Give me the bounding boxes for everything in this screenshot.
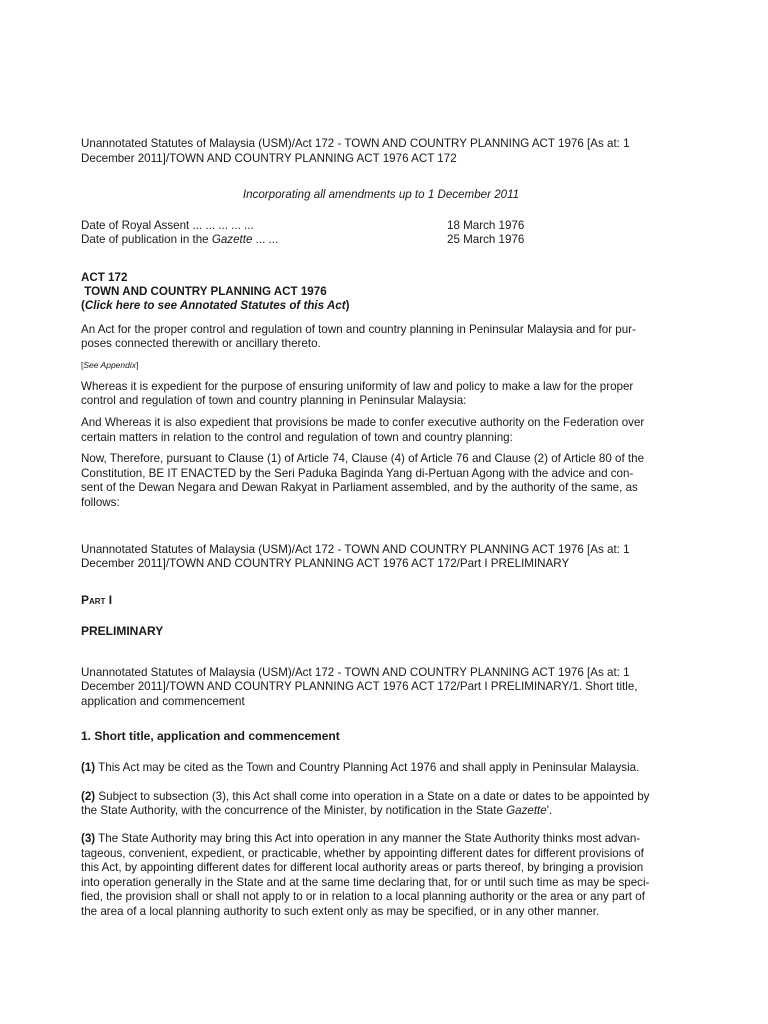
header-line: Unannotated Statutes of Malaysia (USM)/Act 172 - TOWN AND COUNTRY PLANNING ACT 1976 [As at: 1: [81, 137, 630, 150]
usm-header-2: [81, 543, 681, 572]
subsection-3: [81, 832, 681, 920]
act-number: ACT 172: [81, 270, 128, 284]
incorporating-note: Incorporating all amendments up to 1 December 2011: [242, 188, 520, 202]
usm-header-3: [81, 666, 681, 710]
long-title-line: An Act for the proper control and regulation of town and country planning in Peninsular Malaysia and for pur-: [81, 322, 636, 336]
publication-value: 25 March 1976: [447, 233, 525, 247]
subsection-1: [81, 761, 681, 776]
bracket-open: [: [81, 359, 84, 370]
subsection-number: (2): [81, 789, 96, 803]
header-line: Unannotated Statutes of Malaysia (USM)/Act 172 - TOWN AND COUNTRY PLANNING ACT 1976 [As at: 1: [81, 665, 630, 679]
act-heading: [81, 271, 681, 314]
subsection-text: '.: [546, 804, 553, 818]
subsection-text: the State Authority, with the concurrence of the Minister, by notification in the State: [81, 804, 507, 818]
subsection-line: fied, the provision shall or shall not apply to or in relation to a local planning authority or the area or any part of: [81, 890, 645, 904]
enacting-paragraph: [81, 452, 681, 510]
annotated-link-line: [81, 299, 681, 313]
subsection-line: tageous, convenient, expedient, or practicable, whether by appointing different dates for different provisions of: [81, 846, 644, 860]
subsection-line: [81, 832, 681, 847]
royal-assent-value: 18 March 1976: [447, 218, 525, 232]
whereas-paragraph-1: [81, 380, 681, 409]
header-line: December 2011]/TOWN AND COUNTRY PLANNING ACT 1976 ACT 172/Part I PRELIMINARY/1. Short title,: [81, 680, 638, 694]
subsection-line: the area of a local planning authority to such extent only as may be specified, or in any other manner.: [81, 905, 600, 919]
paren-open: (: [81, 299, 85, 313]
whereas-line: Whereas it is expedient for the purpose of ensuring uniformity of law and policy to make a law for the proper: [81, 379, 634, 393]
subsection-number: (1): [81, 761, 96, 775]
subsection-number: (3): [81, 832, 96, 846]
long-title-line: poses connected therewith or ancillary thereto.: [81, 337, 321, 351]
preliminary-heading: PRELIMINARY: [81, 624, 164, 639]
whereas-line: And Whereas it is also expedient that provisions be made to confer executive authority on the Federation over: [81, 415, 645, 429]
royal-assent-row: [81, 219, 681, 234]
enacting-line: follows:: [81, 495, 120, 509]
publication-label-prefix: Date of publication in the: [81, 233, 212, 247]
subsection-line: [81, 804, 681, 819]
document-body: [81, 137, 681, 920]
whereas-paragraph-2: [81, 416, 681, 445]
enacting-line: sent of the Dewan Negara and Dewan Rakyat in Parliament assembled, and by the authority of the same, as: [81, 481, 638, 495]
section-1-title: 1. Short title, application and commencement: [81, 728, 340, 743]
header-line: December 2011]/TOWN AND COUNTRY PLANNING ACT 1976 ACT 172: [81, 151, 457, 165]
publication-label-gazette: Gazette: [211, 233, 253, 247]
usm-header-1: [81, 137, 681, 166]
subsection-line: this Act, by appointing different dates for different local authority areas or parts thereof, by bringing a provision: [81, 861, 644, 875]
bracket-close: ]: [136, 359, 139, 370]
publication-label: [81, 233, 447, 248]
whereas-line: certain matters in relation to the control and regulation of town and country planning:: [81, 430, 513, 444]
see-appendix-link[interactable]: See Appendix: [83, 359, 136, 370]
header-line: December 2011]/TOWN AND COUNTRY PLANNING ACT 1976 ACT 172/Part I PRELIMINARY: [81, 557, 570, 571]
part-heading: Part I: [81, 592, 113, 607]
publication-row: [81, 233, 681, 248]
enacting-line: Constitution, BE IT ENACTED by the Seri Paduka Baginda Yang di-Pertuan Agong with the advice and con-: [81, 466, 634, 480]
publication-label-suffix: ... ...: [252, 233, 279, 247]
dates-block: [81, 219, 681, 248]
subsection-text: The State Authority may bring this Act into operation in any manner the State Authority thinks most advan-: [95, 832, 641, 846]
appendix-reference: [81, 360, 681, 370]
gazette-word: Gazette: [506, 804, 547, 818]
subsection-line: [81, 790, 681, 805]
header-line: Unannotated Statutes of Malaysia (USM)/Act 172 - TOWN AND COUNTRY PLANNING ACT 1976 [As at: 1: [81, 542, 630, 556]
subsection-2: [81, 790, 681, 819]
act-title: TOWN AND COUNTRY PLANNING ACT 1976: [81, 285, 327, 299]
subsection-line: into operation generally in the State and at the same time declaring that, for or until such time as may be speci-: [81, 875, 650, 889]
paren-close: ): [345, 299, 350, 313]
annotated-statutes-link[interactable]: Click here to see Annotated Statutes of this Act: [84, 299, 346, 313]
subsection-text: This Act may be cited as the Town and Country Planning Act 1976 and shall apply in Peninsular Malaysia.: [95, 761, 640, 775]
header-line: application and commencement: [81, 695, 245, 709]
subsection-text: Subject to subsection (3), this Act shall come into operation in a State on a date or dates to be appointed by: [95, 789, 650, 803]
royal-assent-label: Date of Royal Assent ... ... ... ... ...: [81, 218, 254, 232]
enacting-line: Now, Therefore, pursuant to Clause (1) of Article 74, Clause (4) of Article 76 and Clause (2) of Article 80 of the: [81, 452, 645, 466]
whereas-line: control and regulation of town and country planning in Peninsular Malaysia:: [81, 394, 467, 408]
long-title: [81, 323, 681, 352]
